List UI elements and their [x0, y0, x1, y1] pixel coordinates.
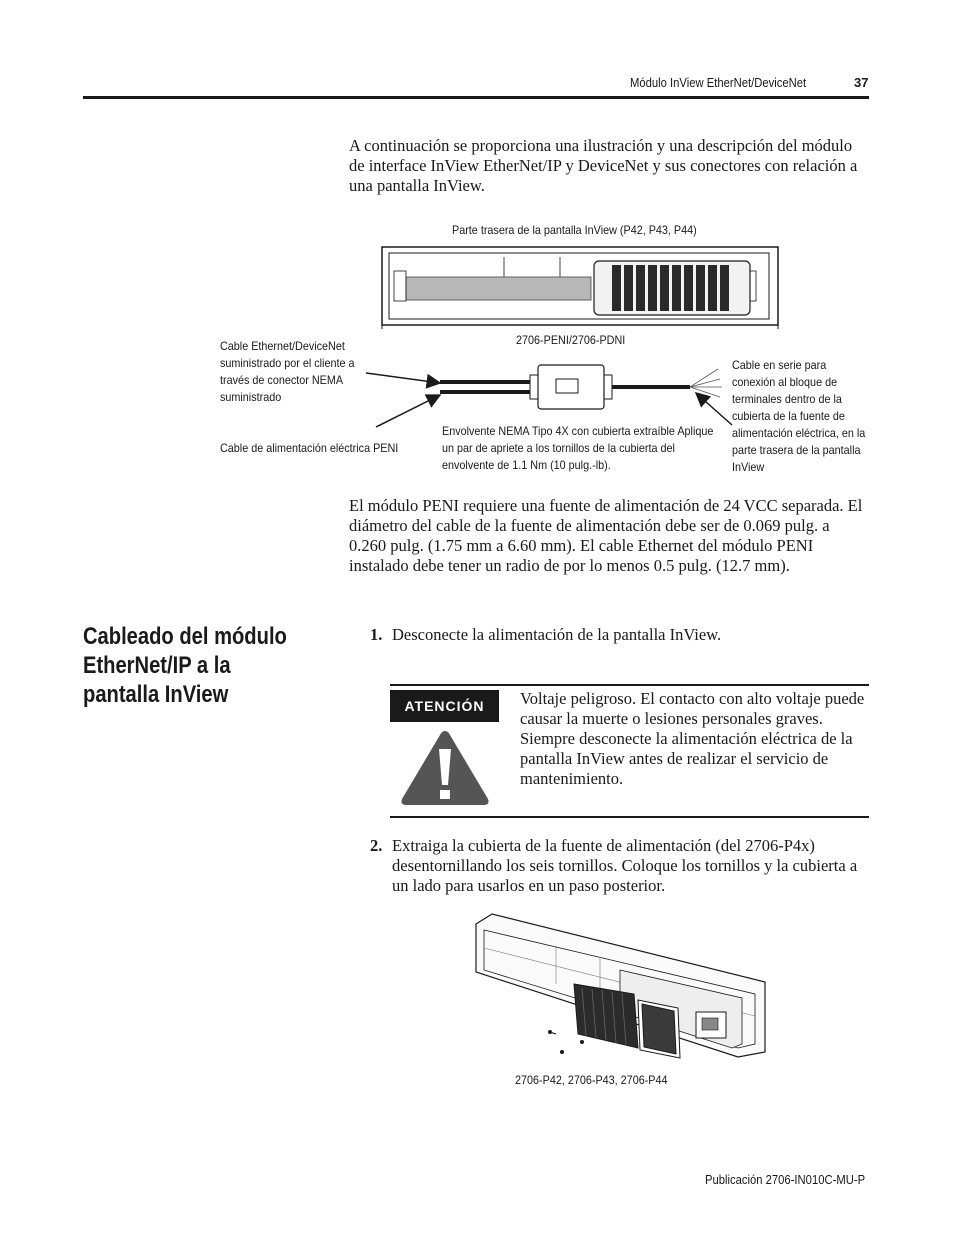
step-text: Extraiga la cubierta de la fuente de alimentación (del 2706-P4x) desentornillando los seis tornillos. Coloque los tornillos y la cubierta a un lado para usarlos en un paso posterior. — [392, 836, 858, 895]
step-number: 1. — [370, 625, 383, 644]
step-text: Desconecte la alimentación de la pantalla InView. — [392, 625, 722, 644]
attention-bottom-rule — [390, 816, 869, 818]
peni-module-diagram — [360, 355, 735, 435]
step-2 — [370, 836, 870, 898]
attention-badge: ATENCIÓN — [390, 690, 499, 722]
attention-text: Voltaje peligroso. El contacto con alto voltaje puede causar la muerte o lesiones personales graves. Siempre desconecte la alimentación eléctrica de la pantalla InView antes de realizar el servicio de mantenimiento. — [520, 689, 865, 788]
step-1 — [370, 625, 870, 645]
figure1-module-label: 2706-PENI/2706-PDNI — [516, 333, 626, 347]
step-number: 2. — [370, 836, 383, 855]
figure1-serial-cable-label: Cable en serie para conexión al bloque de terminales dentro de la cubierta de la fuente de alimentación eléctrica, en la parte trasera de la pantalla InView — [732, 358, 866, 474]
attention-top-rule — [390, 684, 869, 686]
figure1-top-label: Parte trasera de la pantalla InView (P42, P43, P44) — [452, 223, 697, 237]
header-rule — [83, 96, 869, 99]
inview-display-rear-illustration — [380, 245, 780, 330]
section-title: Cableado del módulo EtherNet/IP a la pantalla InView — [83, 623, 287, 708]
running-header-title: Módulo InView EtherNet/DeviceNet — [630, 76, 807, 90]
figure1-enclosure-label: Envolvente NEMA Tipo 4X con cubierta extraíble Aplique un par de apriete a los tornillos de la cubierta del envolvente de 1.1 Nm (10 pulg.-lb). — [442, 424, 714, 472]
power-supply-cover-removal-illustration — [470, 912, 775, 1064]
warning-triangle-icon — [398, 727, 492, 809]
intro-paragraph: A continuación se proporciona una ilustración y una descripción del módulo de interface InView EtherNet/IP y DeviceNet y sus conectores con relación a una pantalla InView. — [349, 136, 858, 195]
figure1-power-cable-label: Cable de alimentación eléctrica PENI — [220, 441, 399, 455]
figure1-ethernet-cable-label: Cable Ethernet/DeviceNet suministrado por el cliente a través de conector NEMA suministrado — [220, 339, 355, 404]
power-requirements-paragraph: El módulo PENI requiere una fuente de alimentación de 24 VCC separada. El diámetro del cable de la fuente de alimentación debe ser de 0.069 pulg. a 0.260 pulg. (1.75 mm a 6.60 mm). El cable Ethernet del módulo PENI instalado debe tener un radio de por lo menos 0.5 pulg. (12.7 mm). — [349, 496, 863, 575]
page-number: 37 — [854, 75, 869, 90]
figure2-caption: 2706-P42, 2706-P43, 2706-P44 — [515, 1073, 668, 1087]
publication-footer: Publicación 2706-IN010C-MU-P — [705, 1173, 866, 1187]
